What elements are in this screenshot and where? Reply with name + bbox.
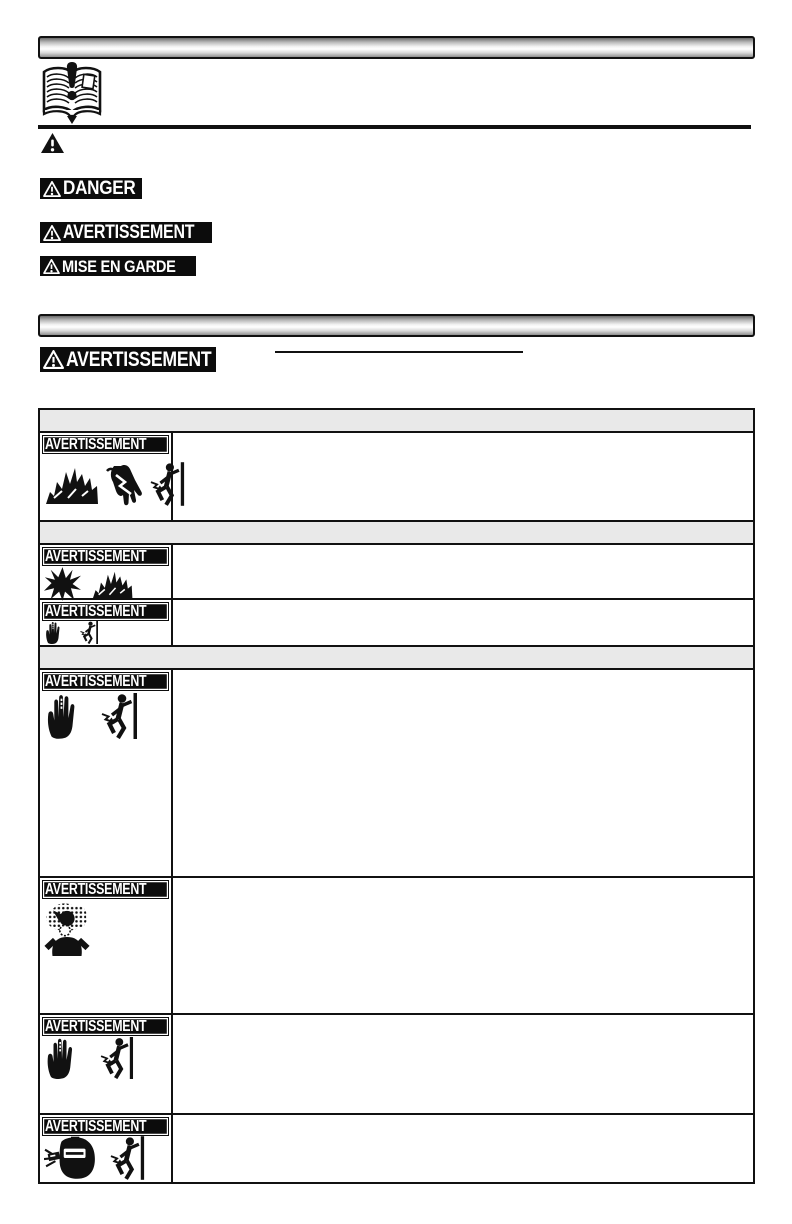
section-header-bar-second (38, 314, 755, 337)
fumes-inhalation-icon (44, 902, 90, 961)
table-avertissement-badge (42, 1117, 169, 1136)
table-avertissement-label: AVERTISSEMENT (45, 547, 147, 565)
blank-underline-rule (275, 351, 523, 353)
table-warning-row (40, 1013, 753, 1113)
electric-shock-person-icon (150, 462, 186, 511)
table-section-band (40, 520, 753, 543)
book-exclamation-icon (38, 61, 106, 130)
table-warning-row (40, 876, 753, 1013)
mise-en-garde-badge (40, 256, 196, 276)
table-avertissement-label: AVERTISSEMENT (45, 602, 147, 620)
divider-rule (38, 125, 751, 129)
stop-hand-icon (44, 693, 83, 744)
warning-pictogram-cell (40, 1115, 173, 1182)
warning-pictogram-cell (40, 670, 173, 876)
stop-hand-icon (44, 1037, 80, 1084)
danger-label: DANGER (63, 178, 136, 199)
table-avertissement-label: AVERTISSEMENT (45, 880, 147, 898)
warning-text-cell (173, 600, 753, 645)
welding-mask-icon (44, 1136, 98, 1185)
table-warning-row (40, 1113, 753, 1182)
electric-shock-person-icon (100, 1037, 135, 1084)
warning-pictogram-cell (40, 433, 173, 520)
warning-text-cell (173, 545, 753, 598)
table-avertissement-label: AVERTISSEMENT (45, 672, 147, 690)
stop-hand-icon (44, 621, 64, 649)
badge-warning-triangle-icon (43, 259, 60, 274)
table-warning-row (40, 543, 753, 598)
danger-badge (40, 178, 142, 199)
section2-avertissement-badge (40, 347, 216, 372)
warning-pictogram-cell (40, 600, 173, 645)
table-avertissement-label: AVERTISSEMENT (45, 1017, 147, 1035)
badge-warning-triangle-icon (43, 350, 64, 369)
badge-warning-triangle-icon (43, 225, 61, 241)
warning-text-cell (173, 1115, 753, 1182)
warning-pictogram-cell (40, 1015, 173, 1113)
warning-text-cell (173, 878, 753, 1013)
table-section-band (40, 410, 753, 431)
warning-text-cell (173, 1015, 753, 1113)
table-avertissement-badge (42, 1017, 169, 1036)
avertissement-label: AVERTISSEMENT (63, 222, 195, 243)
warning-pictogram-cell (40, 878, 173, 1013)
table-avertissement-badge (42, 547, 169, 566)
electric-shock-person-icon (80, 621, 99, 649)
mise-en-garde-label: MISE EN GARDE (62, 256, 176, 276)
warnings-table (38, 408, 755, 1184)
table-warning-row (40, 668, 753, 876)
table-avertissement-badge (42, 435, 169, 454)
table-avertissement-label: AVERTISSEMENT (45, 435, 147, 453)
avertissement-badge (40, 222, 212, 243)
table-avertissement-badge (42, 880, 169, 899)
badge-warning-triangle-icon (43, 181, 61, 197)
section-header-bar-top (38, 36, 755, 59)
table-avertissement-label: AVERTISSEMENT (45, 1117, 147, 1135)
warning-pictogram-cell (40, 545, 173, 598)
fire-icon (44, 462, 100, 511)
table-warning-row (40, 598, 753, 645)
electric-shock-person-icon (101, 693, 139, 744)
table-avertissement-badge (42, 672, 169, 691)
electric-shock-person-icon (110, 1136, 146, 1185)
spark-hand-icon (105, 462, 145, 511)
warning-triangle-icon (40, 132, 65, 159)
table-avertissement-badge (42, 602, 169, 621)
warning-text-cell (173, 670, 753, 876)
section2-avertissement-label: AVERTISSEMENT (66, 348, 212, 371)
table-warning-row (40, 431, 753, 520)
warning-text-cell (173, 433, 753, 520)
